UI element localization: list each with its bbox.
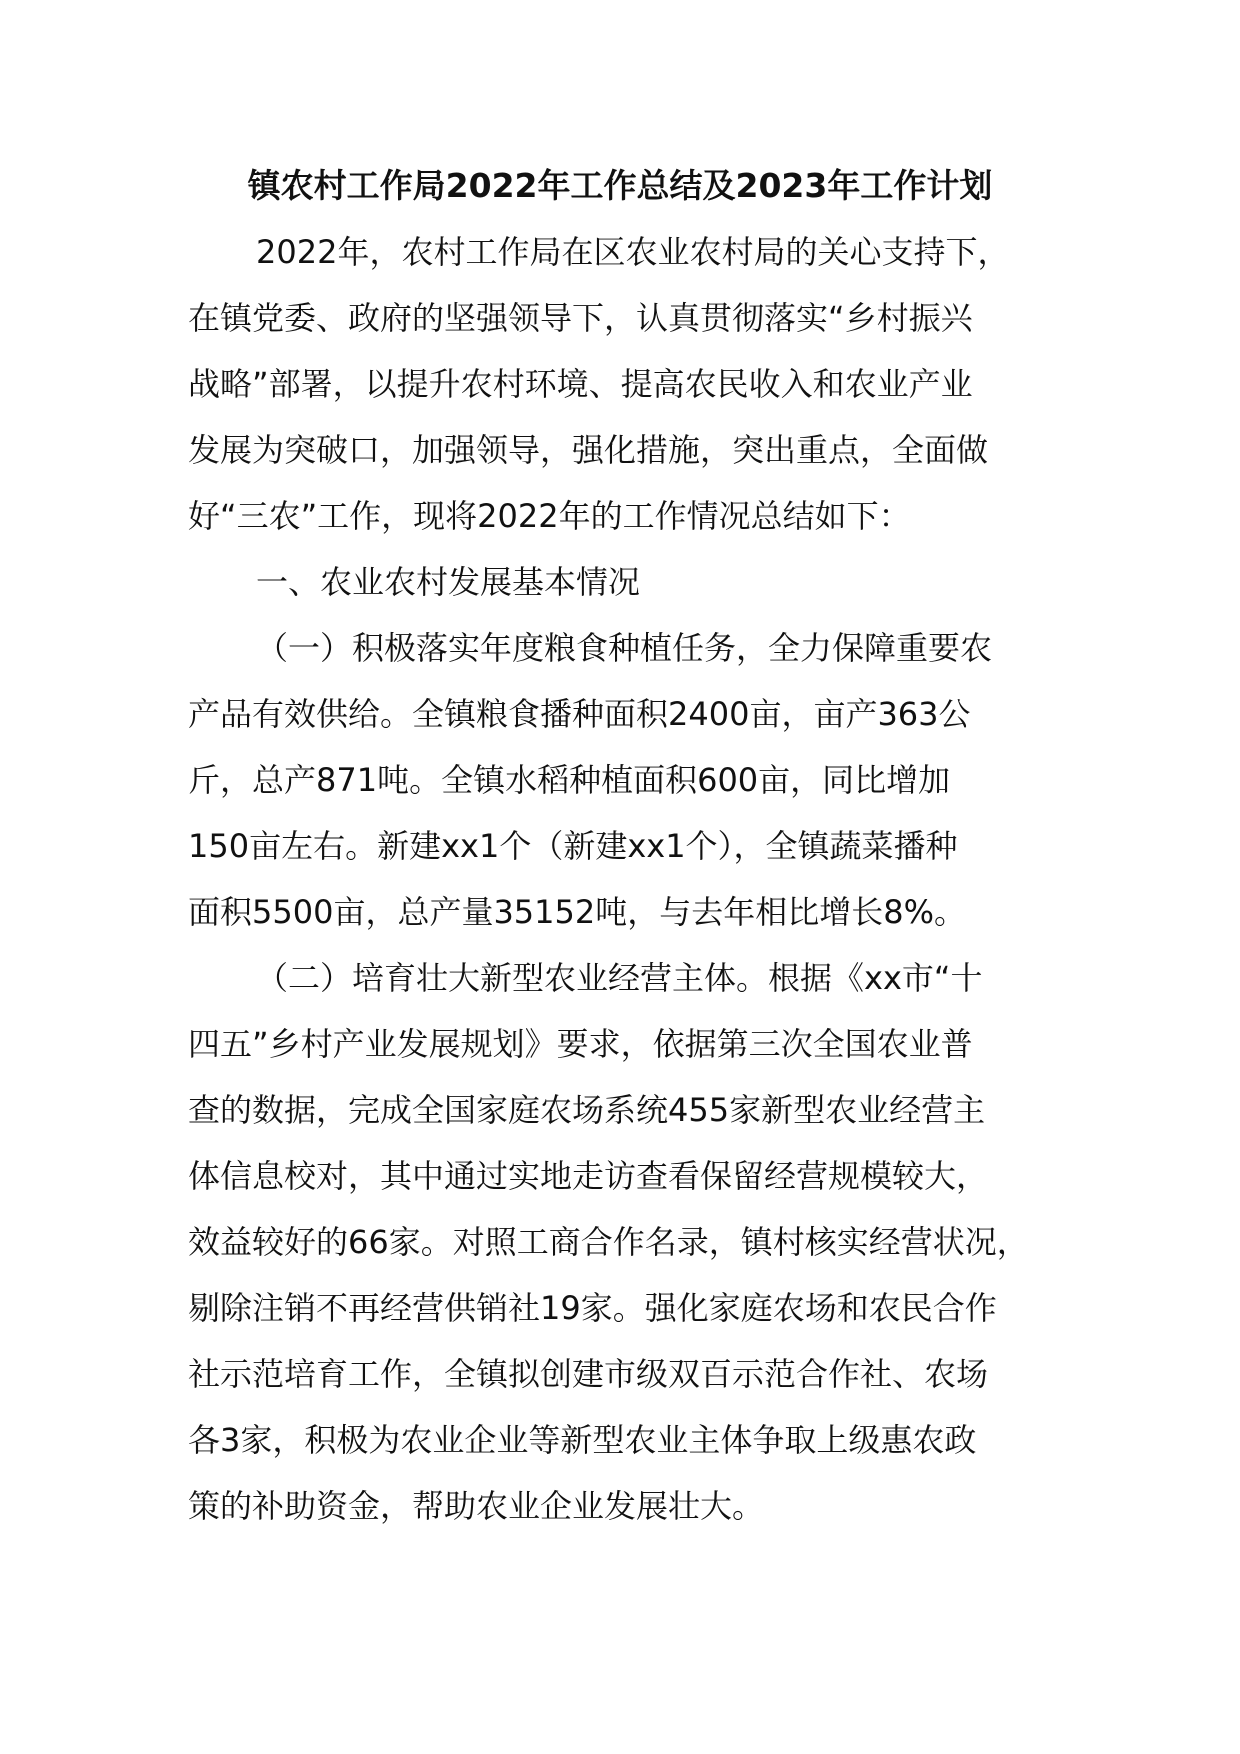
document-title: 镇农村工作局2022年工作总结及2023年工作计划 — [247, 166, 993, 205]
paragraph-2-line-4: 150亩左右。新建xx1个（新建xx1个），全镇蔬菜播种 — [188, 827, 958, 865]
paragraph-2-line-5: 面积5500亩，总产量35152吨，与去年相比增长8%。 — [188, 893, 967, 931]
paragraph-3-line-5: 效益较好的66家。对照工商合作名录，镇村核实经营状况， — [188, 1223, 1029, 1261]
paragraph-3-line-4: 体信息校对，其中通过实地走访查看保留经营规模较大， — [188, 1157, 989, 1195]
section-heading-1: 一、农业农村发展基本情况 — [256, 563, 641, 601]
paragraph-3-line-7: 社示范培育工作，全镇拟创建市级双百示范合作社、农场 — [188, 1355, 989, 1393]
paragraph-2-line-2: 产品有效供给。全镇粮食播种面积2400亩，亩产363公 — [188, 695, 971, 733]
paragraph-3-line-8: 各3家，积极为农业企业等新型农业主体争取上级惠农政 — [188, 1421, 977, 1459]
paragraph-1-line-2: 在镇党委、政府的坚强领导下，认真贯彻落实“乡村振兴 — [188, 299, 973, 337]
paragraph-3-line-3: 查的数据，完成全国家庭农场系统455家新型农业经营主 — [188, 1091, 986, 1129]
paragraph-1-line-3: 战略”部署，以提升农村环境、提高农民收入和农业产业 — [188, 365, 973, 403]
paragraph-3-line-2: 四五”乡村产业发展规划》要求，依据第三次全国农业普 — [188, 1025, 973, 1063]
paragraph-3-line-9: 策的补助资金，帮助农业企业发展壮大。 — [188, 1487, 765, 1525]
paragraph-3-line-6: 剔除注销不再经营供销社19家。强化家庭农场和农民合作 — [188, 1289, 997, 1327]
paragraph-3-line-1: （二）培育壮大新型农业经营主体。根据《xx市“十 — [256, 959, 983, 997]
paragraph-1-line-1: 2022年，农村工作局在区农业农村局的关心支持下， — [256, 233, 1010, 271]
paragraph-1-line-5: 好“三农”工作，现将2022年的工作情况总结如下： — [188, 497, 911, 535]
paragraph-2-line-1: （一）积极落实年度粮食种植任务，全力保障重要农 — [256, 629, 993, 667]
paragraph-2-line-3: 斤，总产871吨。全镇水稻种植面积600亩，同比增加 — [188, 761, 951, 799]
paragraph-1-line-4: 发展为突破口，加强领导，强化措施，突出重点，全面做 — [188, 431, 989, 469]
document-body — [188, 230, 1068, 1550]
